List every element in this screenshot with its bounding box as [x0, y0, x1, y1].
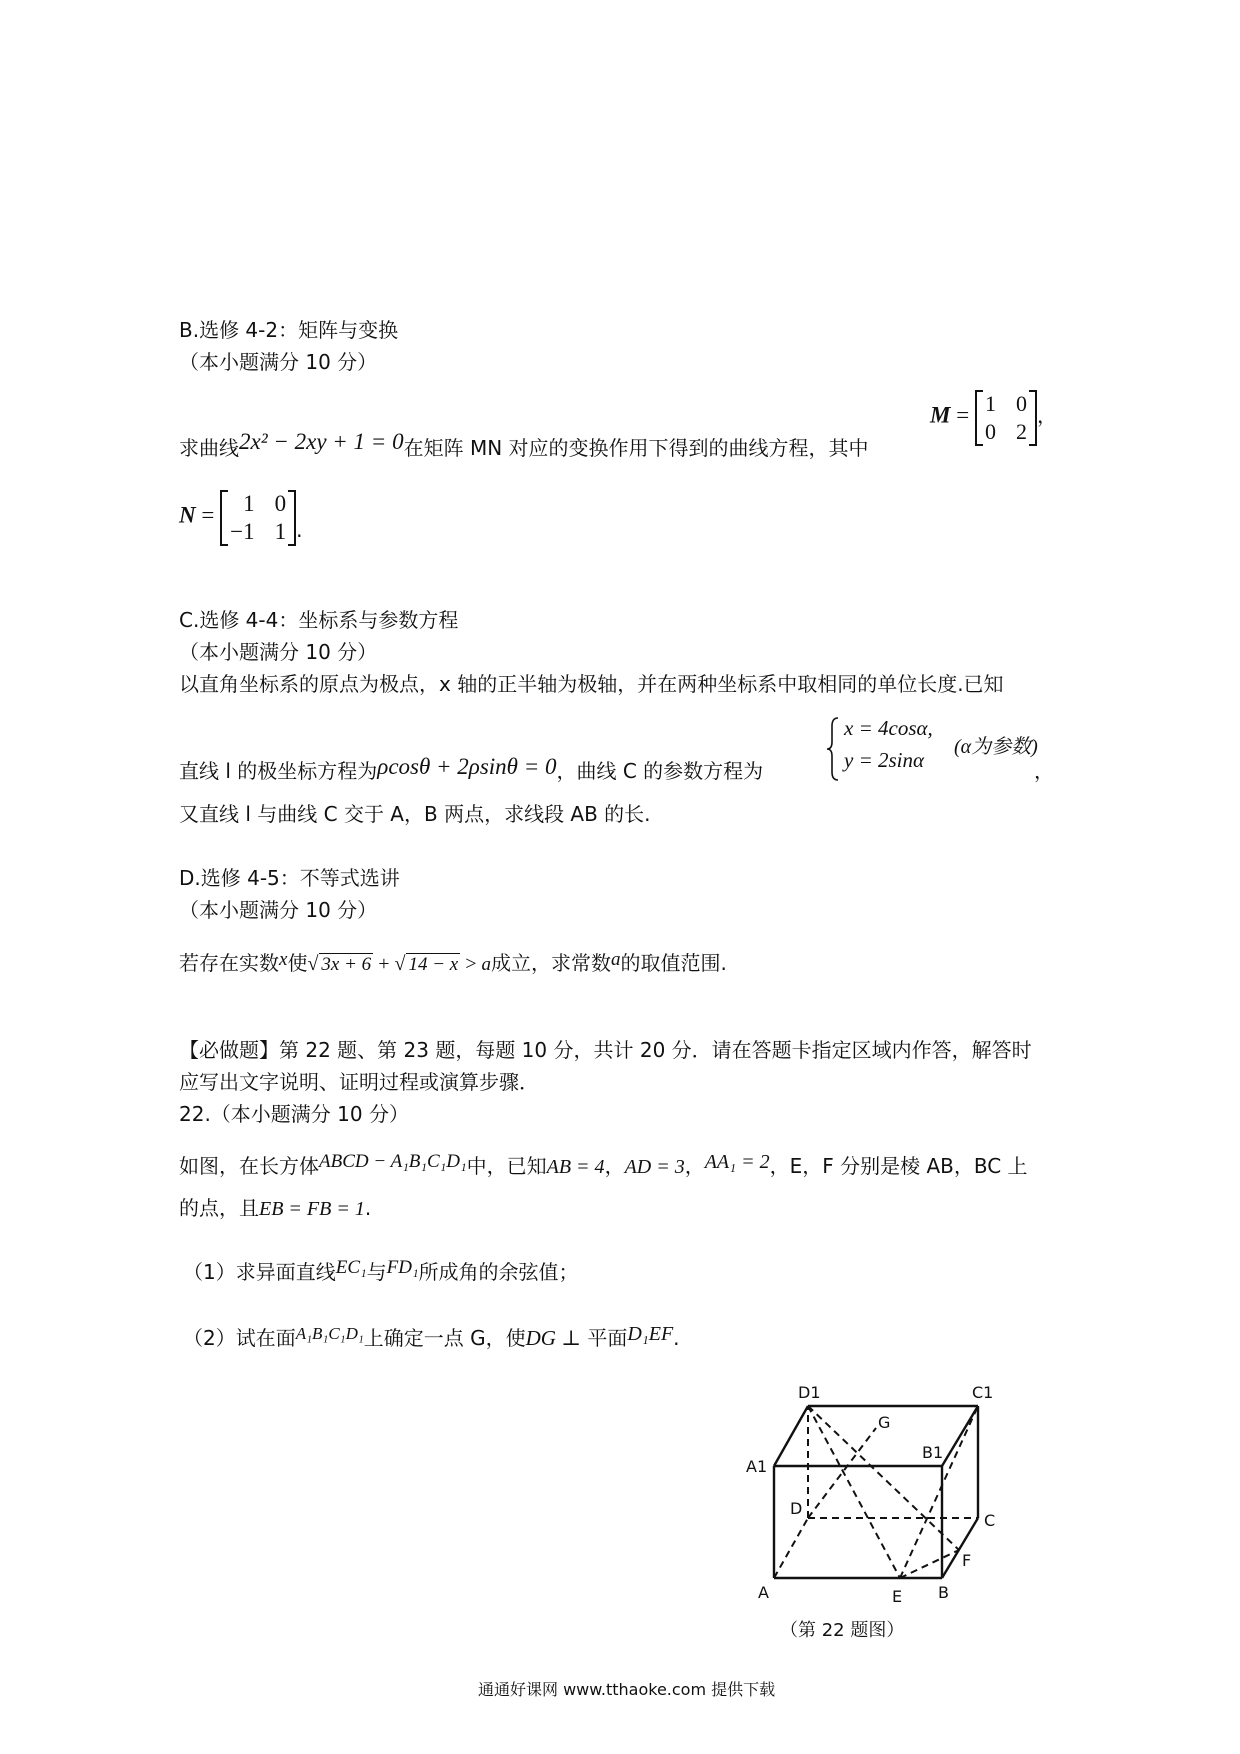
sub1-pre: （1）求异面直线: [183, 1260, 336, 1284]
segment-dg: [808, 1428, 876, 1518]
section-b-score: （本小题满分 10 分）: [179, 350, 378, 374]
q22-aa1: AA₁ = 2: [704, 1151, 770, 1173]
cuboid-figure: [740, 1370, 1010, 1660]
q22-l2-end: .: [364, 1196, 372, 1220]
sub1-ec1: EC₁: [335, 1257, 367, 1278]
matrix-n-cell: 1: [274, 519, 287, 544]
section-c-line3: 又直线 l 与曲线 C 交于 A，B 两点，求线段 AB 的长.: [179, 802, 651, 826]
sqrt-term-2: 14 − x: [408, 954, 459, 975]
label-g: G: [878, 1413, 891, 1432]
matrix-n-end: .: [296, 517, 303, 542]
section-c-line2: [179, 755, 763, 784]
required-intro-1: 【必做题】第 22 题、第 23 题，每题 10 分，共计 20 分．请在答题卡指定区域内作答，解答时: [179, 1038, 1032, 1062]
q22-l1-mid: 中，已知: [466, 1154, 547, 1178]
matrix-m-cell: 0: [984, 419, 996, 444]
section-c-line1: 以直角坐标系的原点为极点，x 轴的正半轴为极轴，并在两种坐标系中取相同的单位长度.已知: [179, 672, 1004, 696]
edge-b1c1: [942, 1406, 978, 1466]
sub1-end: 所成角的余弦值；: [418, 1260, 579, 1284]
q22-line1: 如图，在长方体ABCD − A₁B₁C₁D₁中，已知AB = 4，AD = 3，AA₁ = 2，E，F 分别是棱 AB，BC 上: [179, 1151, 1028, 1178]
matrix-m-cell: 2: [1015, 419, 1027, 444]
sub2-dg: DG ⊥: [525, 1326, 581, 1350]
matrix-m-cell: 1: [984, 391, 996, 416]
param-x: x = 4cosα,: [844, 716, 933, 740]
q22-l2-pre: 的点，且: [179, 1196, 259, 1220]
q22-line2: [179, 1192, 371, 1221]
label-f: F: [962, 1551, 972, 1570]
matrix-n-cell: −1: [230, 519, 255, 544]
label-a: A: [758, 1583, 769, 1602]
sub2-mid: 上确定一点 G，使: [363, 1326, 526, 1350]
curve-equation: 2x² − 2xy + 1 = 0: [239, 429, 404, 454]
inequality: √ 3x + 6 + √ 14 − x > a: [307, 953, 491, 975]
matrix-n-cell: 0: [274, 491, 287, 516]
q22-box: ABCD − A₁B₁C₁D₁: [319, 1151, 467, 1172]
sub2-d1ef: D₁EF: [627, 1323, 674, 1345]
section-c-l2-pre: 直线 l 的极坐标方程为: [179, 759, 378, 783]
param-y: y = 2sinα: [844, 748, 925, 772]
section-b-q-pre: 求曲线: [179, 436, 239, 460]
matrix-n-cell: 1: [243, 491, 255, 516]
matrix-n: [220, 490, 296, 546]
edge-bc: [942, 1518, 978, 1578]
label-d1: D1: [798, 1383, 821, 1402]
section-d-question: [179, 947, 727, 976]
matrix-m: [975, 390, 1037, 446]
required-intro-2: 应写出文字说明、证明过程或演算步骤．: [179, 1070, 539, 1094]
matrix-m-label: M: [930, 402, 951, 428]
edge-a1d1: [774, 1406, 808, 1466]
q22-ebfb: EB = FB = 1: [259, 1198, 365, 1220]
section-d-q-end: 的取值范围.: [620, 951, 727, 975]
section-d-title: D.选修 4-5：不等式选讲: [179, 866, 400, 890]
variable-x: x: [279, 949, 288, 970]
sub1-fd1: FD₁: [386, 1257, 419, 1278]
matrix-m-block: M = 1 0 0 2 ，: [930, 391, 1057, 444]
q22-sub1: [183, 1256, 579, 1285]
figure-caption: （第 22 题图）: [780, 1620, 905, 1641]
edge-ad: [774, 1518, 808, 1578]
sub2-end: .: [673, 1326, 680, 1350]
q22-title: 22.（本小题满分 10 分）: [179, 1102, 409, 1126]
section-d-score: （本小题满分 10 分）: [179, 898, 378, 922]
section-b-title: B.选修 4-2：矩阵与变换: [179, 318, 399, 342]
matrix-n-label: N: [179, 502, 196, 528]
matrix-n-block: N = 1 0 −1 1 .: [179, 491, 303, 544]
variable-a2: a: [611, 949, 621, 970]
section-d-q-pre: 若存在实数: [179, 951, 279, 975]
label-b1: B1: [922, 1443, 944, 1462]
page-footer: 通通好课网 www.tthaoke.com 提供下载: [478, 1680, 776, 1699]
section-c-l2-mid: ，曲线 C 的参数方程为: [556, 759, 764, 783]
sqrt-term-1: 3x + 6: [321, 954, 372, 975]
q22-ad: AD = 3: [624, 1156, 685, 1178]
variable-a: a: [481, 954, 491, 975]
q22-l1-pre: 如图，在长方体: [179, 1154, 319, 1178]
section-c-title: C.选修 4-4：坐标系与参数方程: [179, 608, 459, 632]
greater-sign: >: [460, 953, 482, 975]
label-e: E: [892, 1587, 903, 1606]
q22-l1-end: ，E，F 分别是棱 AB，BC 上: [769, 1154, 1028, 1178]
param-note: (α为参数): [954, 736, 1038, 758]
label-c: C: [984, 1511, 996, 1530]
plus-sign: +: [373, 953, 395, 975]
section-c-l2-end: ，: [1034, 759, 1054, 783]
q22-ab: AB = 4: [546, 1156, 605, 1178]
sub1-and: 与: [366, 1260, 387, 1284]
polar-equation: ρcosθ + 2ρsinθ = 0: [377, 754, 557, 779]
section-c-score: （本小题满分 10 分）: [179, 640, 378, 664]
label-b: B: [938, 1583, 949, 1602]
sub2-pre: （2）试在面: [183, 1326, 296, 1350]
label-a1: A1: [746, 1457, 768, 1476]
matrix-m-comma: ，: [1036, 403, 1057, 428]
sub2-plane2: 平面: [587, 1326, 628, 1350]
label-c1: C1: [972, 1383, 994, 1402]
section-d-q-use: 使: [287, 951, 308, 975]
matrix-m-cell: 0: [1015, 391, 1027, 416]
label-d: D: [790, 1499, 803, 1518]
section-d-q-mid: 成立，求常数: [491, 951, 611, 975]
brace-icon: [826, 716, 840, 782]
q22-sub2: [183, 1322, 680, 1351]
section-b-question: [179, 429, 869, 461]
sub2-plane: A₁B₁C₁D₁: [295, 1324, 364, 1343]
section-b-q-mid: 在矩阵 MN 对应的变换作用下得到的曲线方程，其中: [403, 436, 869, 460]
